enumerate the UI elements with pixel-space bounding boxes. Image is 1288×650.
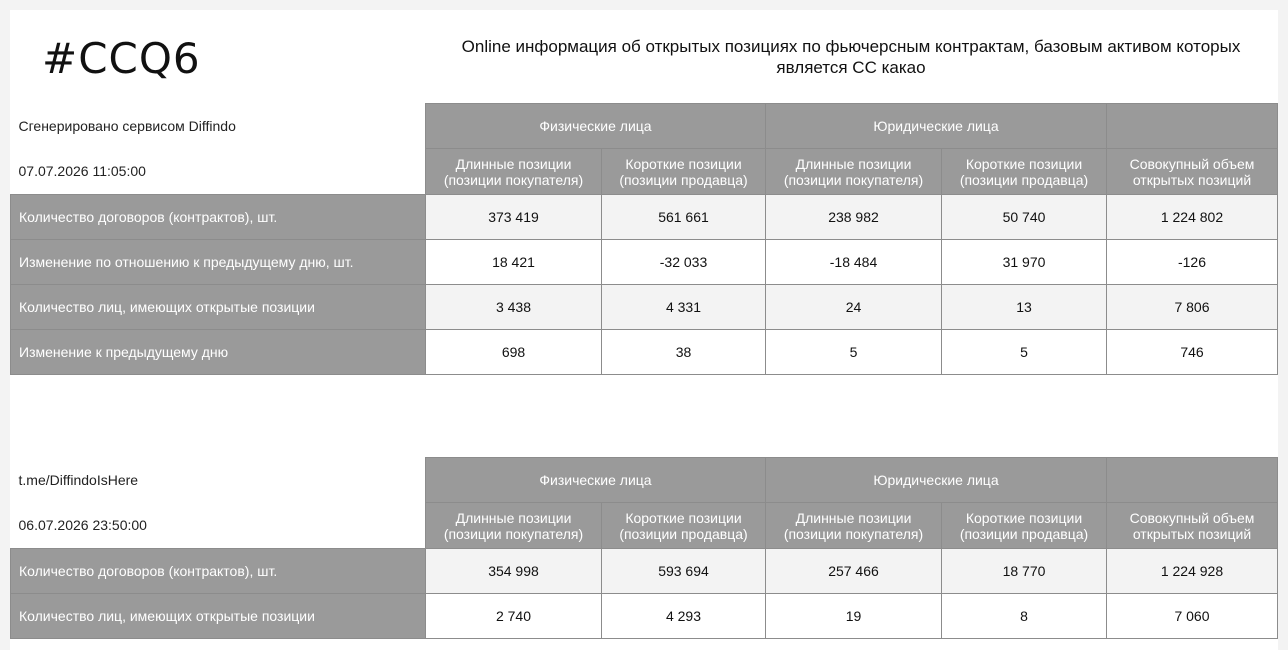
row-label: Количество договоров (контрактов), шт. [11, 195, 426, 240]
source-label: Сгенерировано сервисом Diffindo [11, 104, 426, 149]
header-individuals: Физические лица [426, 458, 766, 503]
table-cell: 31 970 [942, 240, 1107, 285]
page-title: Online информация об открытых позициях по фьючерсным контрактам, базовым активом которых является CC какао [461, 37, 1241, 77]
row-label: Количество лиц, имеющих открытые позиции [11, 285, 426, 330]
table-cell: 698 [426, 330, 602, 375]
table-cell: 7 806 [1107, 285, 1278, 330]
row-label: Изменение к предыдущему дню [11, 330, 426, 375]
header-total: Совокупный объем открытых позиций [1107, 503, 1278, 549]
table-row [11, 330, 1278, 375]
header-individuals: Физические лица [426, 104, 766, 149]
table-cell: 561 661 [602, 195, 766, 240]
header-blank [1107, 104, 1278, 149]
row-label: Количество лиц, имеющих открытые позиции [11, 594, 426, 639]
table-cell: 5 [766, 330, 942, 375]
table-cell: 7 060 [1107, 594, 1278, 639]
header-long-individuals: Длинные позиции (позиции покупателя) [426, 503, 602, 549]
table-cell: 373 419 [426, 195, 602, 240]
table-cell: 38 [602, 330, 766, 375]
table-cell: 18 770 [942, 549, 1107, 594]
table-cell: 8 [942, 594, 1107, 639]
table-cell: -32 033 [602, 240, 766, 285]
header-legal-entities: Юридические лица [766, 458, 1107, 503]
header-total: Совокупный объем открытых позиций [1107, 149, 1278, 195]
current-positions-table [10, 103, 1278, 375]
table-cell: 238 982 [766, 195, 942, 240]
table-cell: 257 466 [766, 549, 942, 594]
table-cell: 4 331 [602, 285, 766, 330]
table-cell: 18 421 [426, 240, 602, 285]
datetime-label: 07.07.2026 11:05:00 [11, 149, 426, 195]
table-row [11, 285, 1278, 330]
table-row [11, 195, 1278, 240]
table-row [11, 549, 1278, 594]
table-cell: -126 [1107, 240, 1278, 285]
table-cell: 593 694 [602, 549, 766, 594]
table-cell: 19 [766, 594, 942, 639]
table-cell: 3 438 [426, 285, 602, 330]
row-label: Изменение по отношению к предыдущему дню, шт. [11, 240, 426, 285]
table-cell: 4 293 [602, 594, 766, 639]
table-cell: 24 [766, 285, 942, 330]
header-legal-entities: Юридические лица [766, 104, 1107, 149]
ticker-symbol: #CCQ6 [42, 34, 201, 83]
header-long-individuals: Длинные позиции (позиции покупателя) [426, 149, 602, 195]
table-cell: -18 484 [766, 240, 942, 285]
header-long-legal: Длинные позиции (позиции покупателя) [766, 149, 942, 195]
table-cell: 13 [942, 285, 1107, 330]
report-page [10, 10, 1278, 650]
previous-positions-table [10, 457, 1278, 639]
datetime-label: 06.07.2026 23:50:00 [11, 503, 426, 549]
table-row [11, 594, 1278, 639]
header-short-legal: Короткие позиции (позиции продавца) [942, 149, 1107, 195]
table-cell: 5 [942, 330, 1107, 375]
source-link[interactable]: t.me/DiffindoIsHere [11, 458, 426, 503]
row-label: Количество договоров (контрактов), шт. [11, 549, 426, 594]
header-long-legal: Длинные позиции (позиции покупателя) [766, 503, 942, 549]
table-row [11, 240, 1278, 285]
table-cell: 746 [1107, 330, 1278, 375]
table-cell: 1 224 928 [1107, 549, 1278, 594]
header-short-individuals: Короткие позиции (позиции продавца) [602, 149, 766, 195]
header-short-legal: Короткие позиции (позиции продавца) [942, 503, 1107, 549]
table-cell: 1 224 802 [1107, 195, 1278, 240]
table-cell: 2 740 [426, 594, 602, 639]
header-short-individuals: Короткие позиции (позиции продавца) [602, 503, 766, 549]
table-cell: 354 998 [426, 549, 602, 594]
table-cell: 50 740 [942, 195, 1107, 240]
header-blank [1107, 458, 1278, 503]
